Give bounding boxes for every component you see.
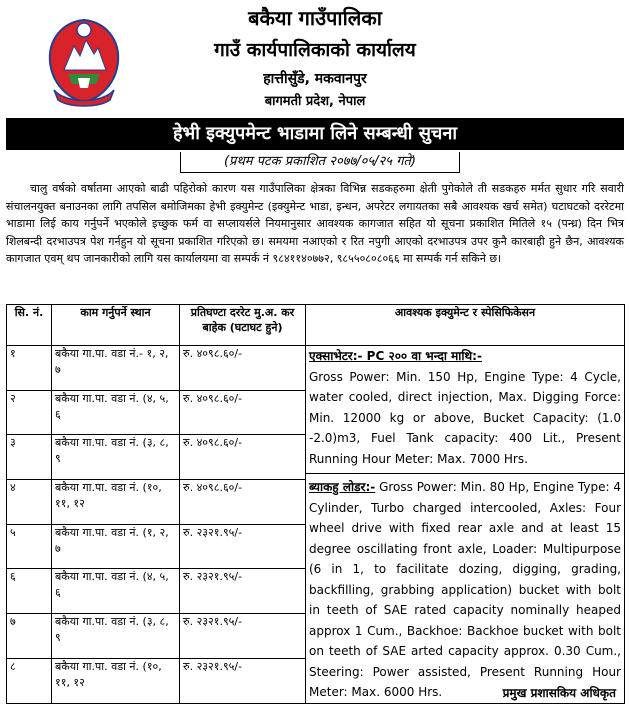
excavator-spec [309,346,621,469]
table-row [7,346,625,391]
row-location: बकैया गा.पा. वडा नं. (३, ८, ९ [52,435,180,480]
signatory-title: प्रमुख प्रशासकिय अधिकृत [502,686,616,700]
excavator-name: एक्साभेटर:- PC २०० वा भन्दा माथि:- [309,349,482,363]
row-location: बकैया गा.पा. वडा नं. (१, २, ७ [52,524,180,569]
notice-title: हेभी इक्युपमेन्ट भाडामा लिने सम्बन्धी सुचना [6,118,624,150]
row-sn: ७ [7,614,52,659]
row-rate: रु. ४०९८.६०/- [180,480,306,525]
row-rate: रु. २३२१.९५/- [180,569,306,614]
row-sn: ५ [7,524,52,569]
row-sn: १ [7,346,52,391]
row-rate: रु. ४०९८.६०/- [180,435,306,480]
col-header-location: काम गर्नुपर्ने स्थान [52,305,180,346]
row-rate: रु. २३२१.९५/- [180,614,306,659]
spec-divider [305,473,625,474]
office-name: गाउँ कार्यपालिकाको कार्यालय [214,39,416,61]
office-address: हात्तीसुँडे, मकवानपुर [263,71,367,87]
equipment-table [6,304,625,704]
backhoe-spec [309,477,621,703]
row-location: बकैया गा.पा. वडा नं. (३, ८, ९ [52,614,180,659]
row-rate: रु. ४०९८.६०/- [180,346,306,391]
backhoe-details: Gross Power: Min. 80 Hp, Engine Type: 4 Cylinder, Turbo charged intercooled, Axles: Four wheel drive with fixed rear axle and at least 15 degree oscillating front axle, Loader: Multipurpose (6 in 1, to facilitate dozing, digging, grading, backfilling, grabbing application) bucket with bolt in teeth of SAE rated capacity nominally heaped approx 1 Cum., Backhoe: Backhoe bucket with bolt on teeth of SAE arted capacity approx. 0.30 Cum., Steering: Power assisted, Present Running Hour Meter: Max. 6000 Hrs. [309,480,621,699]
excavator-details: Gross Power: Min. 150 Hp, Engine Type: 4 Cycle, water cooled, direct injection, Max. Digging Force: Min. 12000 kg or above, Bucket Capacity: (1.0 -2.0)m3, Fuel Tank capacity: 400 Lit., Present Running Hour Meter: Max. 7000 Hrs. [309,369,621,466]
spec-cell [306,346,625,704]
row-location: बकैया गा.पा. वडा नं. (१०, ११, १२ [52,658,180,703]
province-name: बागमती प्रदेश, नेपाल [264,94,366,109]
publication-date: (प्रथम पटक प्रकाशित २०७७/०५/२५ गते) [180,152,460,173]
row-sn: ८ [7,658,52,703]
table-header-row [7,305,625,346]
col-header-sn: सि. नं. [7,305,52,346]
col-header-rate: प्रतिघण्टा दररेट मु.अ. कर बाहेक (घटाघट हुने) [180,305,306,346]
row-sn: ३ [7,435,52,480]
row-location: बकैया गा.पा. वडा नं. (४, ५, ६ [52,569,180,614]
backhoe-name: ब्याकहु लोडर:- [309,480,376,494]
row-rate: रु. २३२१.९५/- [180,524,306,569]
row-sn: २ [7,390,52,435]
row-location: बकैया गा.पा. वडा नं.- १, २, ७ [52,346,180,391]
row-location: बकैया गा.पा. वडा नं. (१०, ११, १२ [52,480,180,525]
row-location: बकैया गा.पा. वडा नं. (४, ५, ६ [52,390,180,435]
row-rate: रु. २३२१.९५/- [180,658,306,703]
municipality-name: बकैया गाउँपालिका [248,6,382,30]
row-sn: ४ [7,480,52,525]
row-rate: रु. ४०९८.६०/- [180,390,306,435]
notice-body: चालु वर्षको वर्षातमा आएको बाढी पहिरोको कारण यस गाउँपालिका क्षेत्रका विभिन्न सडकहरुमा क्षेती पुगेकोले ती सडकहरु मर्मत सुधार गरि सवारी संचालनयुक्त बनाउनका लागि तपसिल बमोजिमका हेभी इक्युमेन्ट (इक्युमेन्ट भाडा, इन्धन, अपरेटर लगायतका सबै आवश्यक खर्च समेत) घटाघटको दररेटमा भाडामा लिई काय गर्नुपर्ने भएकोले इच्छुक फर्म वा सप्लायर्सले नियमानुसार आवश्यक कागजात सहित यो सूचना प्रकाशित मितिले १५ (पन्ध्र) दिन भित्र शिलबन्दी दरभाउपत्र पेश गर्नहुन यो सूचना प्रकाशित गरिएको छ। समयमा नआएको र रित नपुगी आएको दरभाउपत्र उपर कुनै कारबाही हुने छैन, आवश्यक कागजात एवम् थप जानकारीको लागि यस कार्यालयमा वा सम्पर्क नं ९८४११४०७७२, ९८५५०८०८०६६ मा सम्पर्क गर्न सकिने छ। [6,182,624,265]
row-sn: ६ [7,569,52,614]
col-header-spec: आवश्यक इक्युमेन्ट र स्पेसिफिकेसन [306,305,625,346]
